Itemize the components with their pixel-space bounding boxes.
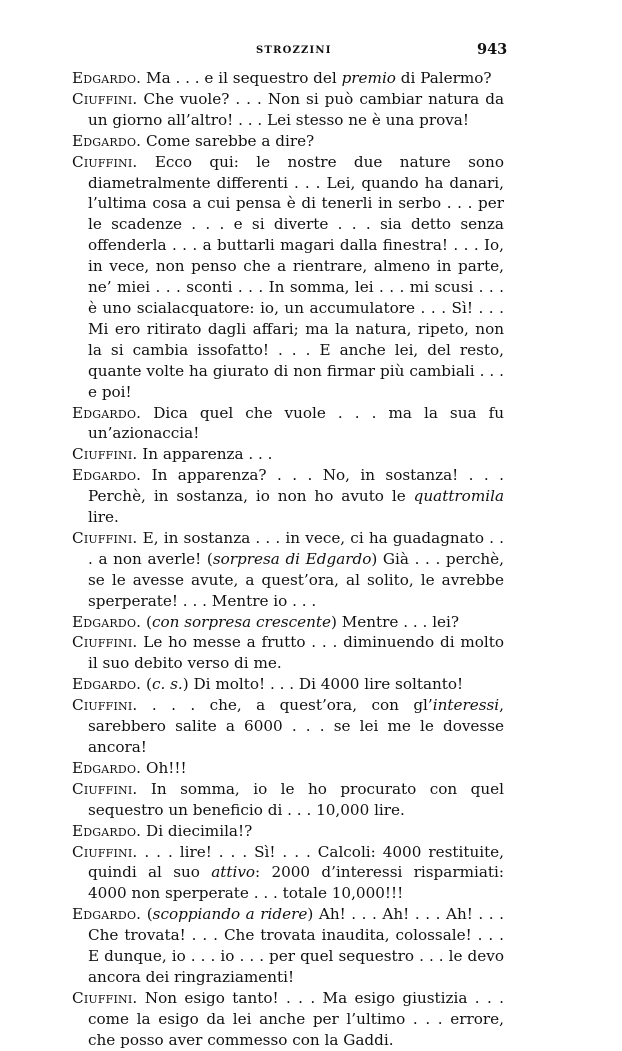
dialogue-turn [72,444,504,465]
line-text: di Palermo? [395,69,492,87]
line-text: , sarebbero salite a 6000 . . . se lei me le dovesse ancora! [88,696,504,756]
line-text: Ma . . . e il sequestro del [141,69,342,87]
stage-direction-text: sorpresa di Edgardo [212,549,372,568]
stage-direction-text: c. s. [151,675,183,694]
line-text: ) Mentre . . . lei? [330,612,460,631]
dialogue-turn [72,403,504,445]
line-text: Che vuole? . . . Non si può cambiar natura da un giorno all’altro! . . . Lei stesso ne è una prova! [88,89,504,129]
dialogue-turn [72,89,504,131]
dialogue-turn [72,131,504,152]
line-text: lire. [88,508,119,527]
dialogue-turn [72,612,504,633]
speaker-name: Edgardo. [72,131,142,150]
speaker-name: Edgardo. [72,466,142,485]
running-title: STROZZINI [256,45,332,56]
stage-direction-text: quattromila [413,487,504,506]
dialogue-turn [72,152,504,403]
speaker-name: Edgardo. [72,403,142,422]
line-text: Ecco qui: le nostre due nature sono diametralmente differenti . . . Lei, quando ha danari, l’ultima cosa a cui pensa è di tenerli in serbo . . . per le scadenze . . . e si diverte . . . sia detto senza offenderla . . . a buttarli magari dalla finestra! . . . Io, in vece, non penso che a rientrare, almeno in parte, ne’ miei . . . sconti . . . In somma, lei . . . mi scusi . . . è uno scialacquatore: io, un accumulatore . . . Sì! . . . Mi ero ritirato dagli affari; ma la natura, ripeto, non la si cambia issofatto! . . . E anche lei, del resto, quante volte ha giurato di non firmar più cambiali . . . e poi! [88,152,504,401]
line-text: In somma, io le ho procurato con quel sequestro un beneficio di . . . 10,000 lire. [88,779,504,819]
speaker-name: Edgardo. [72,69,142,87]
line-text: ) Ah! . . . Ah! . . . Ah! . . . Che trovata! . . . Che trovata inaudita, colossale! . . . E dunque, io . . . io . . . per quel sequestro . . . le devo ancora dei ringraziamenti! [88,905,504,986]
speaker-name: Ciuffini. [72,152,138,171]
speaker-name: Ciuffini. [72,89,138,108]
dialogue-body [72,68,504,1051]
line-text: Di diecimila!? [141,821,253,840]
line-text: Oh!!! [141,758,187,777]
dialogue-turn [72,821,504,842]
line-text: In apparenza? . . . No, in sostanza! . . . Perchè, in sostanza, io non ho avuto le [88,466,504,506]
line-text: Come sarebbe a dire? [141,131,315,150]
line-text: ) Di molto! . . . Di 4000 lire soltanto! [182,675,464,694]
stage-direction-text: premio [341,69,396,87]
speaker-name: Edgardo. [72,758,142,777]
dialogue-turn [72,632,504,674]
line-text: E, in sostanza . . . in vece, ci ha guadagnato . . . a non averle! ( [88,528,504,568]
dialogue-turn [72,779,504,821]
speaker-name: Ciuffini. [72,988,138,1007]
dialogue-turn [72,695,504,758]
line-text: In apparenza . . . [137,445,273,464]
dialogue-turn [72,674,504,695]
speaker-name: Ciuffini. [72,633,138,652]
speaker-name: Edgardo. [72,905,142,924]
line-text: . . . che, a quest’ora, con gl’ [137,696,433,715]
dialogue-turn [72,988,504,1051]
page-number: 943 [477,41,508,58]
line-text: : 2000 d’interessi risparmiati: 4000 non sperperate . . . totale 10,000!!! [88,863,504,903]
line-text: . . . lire! . . . Sì! . . . Calcoli: 4000 restituite, quindi al suo [88,842,504,882]
speaker-name: Ciuffini. [72,842,138,861]
dialogue-turn [72,465,504,528]
line-text: Dica quel che vuole . . . ma la sua fu un’azionaccia! [88,403,504,443]
dialogue-turn [72,68,504,89]
stage-direction-text: con sorpresa crescente [151,612,331,631]
speaker-name: Ciuffini. [72,445,138,464]
page-header [0,40,622,64]
line-text: ( [141,675,152,694]
dialogue-turn [72,758,504,779]
speaker-name: Ciuffini. [72,779,138,798]
speaker-name: Edgardo. [72,675,142,694]
line-text: Non esigo tanto! . . . Ma esigo giustizia . . . come la esigo da lei anche per l’ultimo . . . errore, che posso aver commesso con la Gaddi. [88,988,504,1049]
line-text: ( [141,905,153,924]
speaker-name: Ciuffini. [72,696,138,715]
speaker-name: Ciuffini. [72,528,138,547]
speaker-name: Edgardo. [72,612,142,631]
stage-direction-text: attivo [211,863,256,882]
dialogue-turn [72,904,504,988]
line-text: ( [141,612,152,631]
stage-direction-text: interessi [432,696,500,715]
speaker-name: Edgardo. [72,821,142,840]
line-text: ) Già . . . perchè, se le avesse avute, a quest’ora, al solito, le avrebbe sperperate! . . . Mentre io . . . [88,549,504,610]
dialogue-turn [72,528,504,612]
line-text: Le ho messe a frutto . . . diminuendo di molto il suo debito verso di me. [88,633,504,673]
stage-direction-text: scoppiando a ridere [152,905,308,924]
dialogue-turn [72,842,504,905]
